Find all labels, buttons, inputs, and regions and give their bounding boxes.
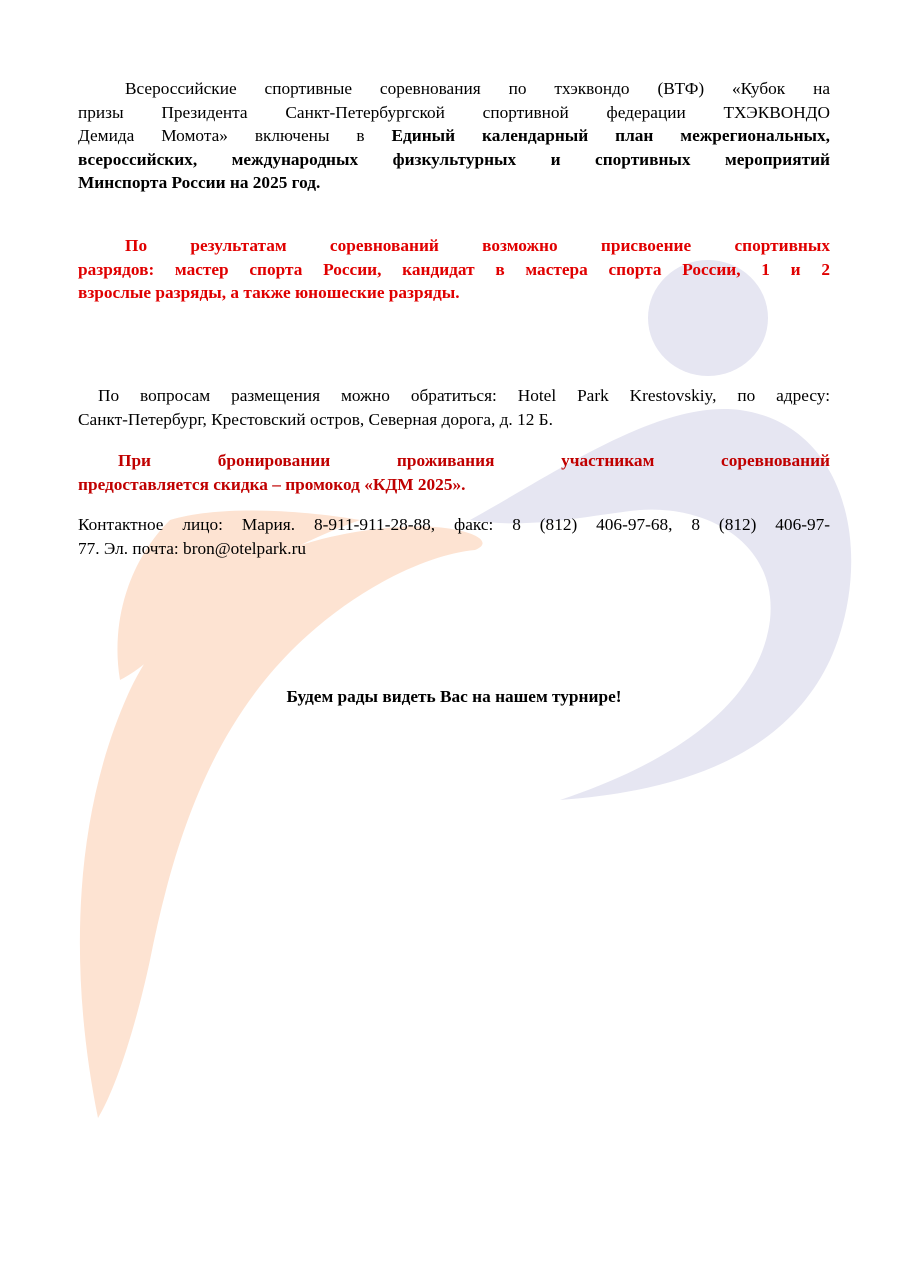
text-line: взрослые разряды, а также юношеские разряды. (78, 283, 460, 302)
text-line (78, 124, 830, 148)
accommodation-paragraph (78, 384, 830, 431)
text-line: всероссийских, международных физкультурных и спортивных мероприятий (78, 149, 830, 169)
text-line: По вопросам размещения можно обратиться: Hotel Park Krestovskiy, по адресу: (98, 386, 830, 405)
text-line: разрядов: мастер спорта России, кандидат в мастера спорта России, 1 и 2 (78, 259, 830, 279)
text-line: Минспорта России на 2025 год. (78, 173, 321, 192)
text-line: предоставляется скидка – промокод «КДМ 2025». (78, 474, 466, 494)
text-line: Санкт-Петербург, Крестовский остров, Северная дорога, д. 12 Б. (78, 409, 553, 429)
sports-ranks-paragraph (78, 234, 830, 305)
calendar-plan-bold-text: Единый календарный план межрегиональных, (391, 126, 831, 145)
text-line: Контактное лицо: Мария. 8-911-911-28-88, факс: 8 (812) 406-97-68, 8 (812) 406-97- (78, 515, 830, 534)
text-line: 77. Эл. почта: bron@otelpark.ru (78, 538, 306, 558)
text-line: При бронировании проживания участникам соревнований (118, 451, 830, 470)
competition-info-paragraph (78, 77, 830, 195)
closing-greeting: Будем рады видеть Вас на нашем турнире! (286, 687, 622, 706)
contact-paragraph (78, 513, 830, 560)
text-line: Всероссийские спортивные соревнования по тхэквондо (ВТФ) «Кубок на (125, 79, 830, 98)
text-line: призы Президента Санкт-Петербургской спортивной федерации ТХЭКВОНДО (78, 102, 830, 122)
promo-code-paragraph (78, 449, 830, 496)
text-line: По результатам соревнований возможно присвоение спортивных (125, 236, 830, 255)
text-segment: Демида Момота» включены в (78, 126, 392, 145)
